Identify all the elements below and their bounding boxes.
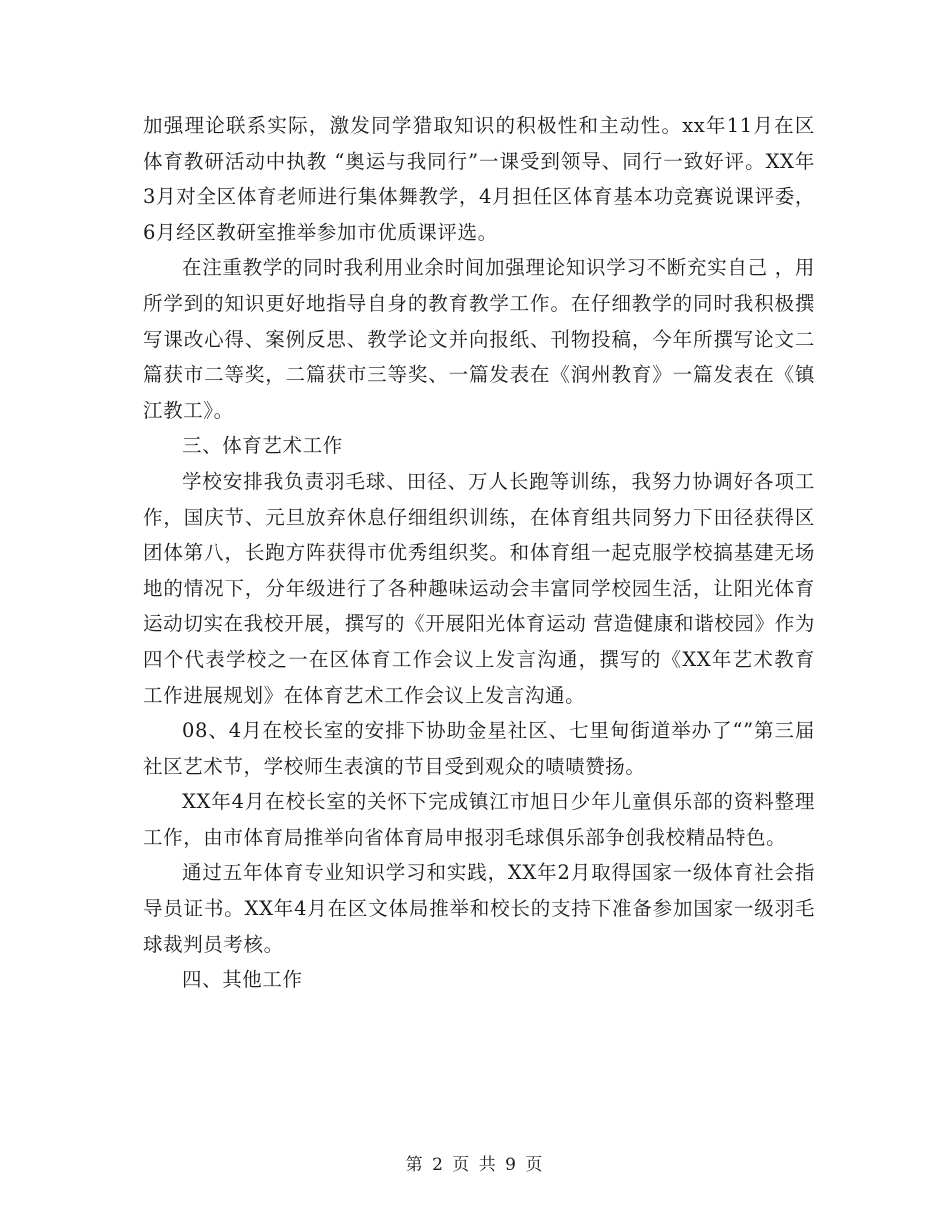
section-heading-sports-arts: 三、体育艺术工作 — [182, 434, 343, 458]
document-body — [143, 108, 815, 998]
paragraph-badminton-club: XX年4月在校长室的关怀下完成镇江市旭日少年儿童俱乐部的资料整理工作，由市体育局推举向省体育局申报羽毛球俱乐部争创我校精品特色。 — [143, 790, 815, 849]
paragraph-training-work: 学校安排我负责羽毛球、田径、万人长跑等训练，我努力协调好各项工作，国庆节、元旦放弃休息仔细组织训练，在体育组共同努力下田径获得区团体第八，长跑方阵获得市优秀组织奖。和体育组一起克服学校搞基建无场地的情况下，分年级进行了各种趣味运动会丰富同学校园生活，让阳光体育运动切实在我校开展，撰写的《开展阳光体育运动 营造健康和谐校园》作为四个代表学校之一在区体育工作会议上发言沟通，撰写的《XX年艺术教育工作进展规划》在体育艺术工作会议上发言沟通。 — [143, 469, 815, 707]
page-number-footer: 第 2 页 共 9 页 — [405, 1155, 545, 1175]
paragraph-theory-study: 在注重教学的同时我利用业余时间加强理论知识学习不断充实自己 ，用所学到的知识更好地指导自身的教育教学工作。在仔细教学的同时我积极撰写课改心得、案例反思、教学论文并向报纸、刊物投稿，今年所撰写论文二篇获市二等奖，二篇获市三等奖、一篇发表在《润州教育》一篇发表在《镇江教工》。 — [143, 256, 815, 422]
paragraph-teaching-activities: 加强理论联系实际，激发同学猎取知识的积极性和主动性。xx年11月在区体育教研活动中执教 “奥运与我同行”一课受到领导、同行一致好评。XX年3月对全区体育老师进行集体舞教学，4月担任区体育基本功竞赛说课评委，6月经区教研室推举参加市优质课评选。 — [143, 114, 815, 244]
paragraph-community-art-festival: 08、4月在校长室的安排下协助金星社区、七里甸街道举办了“”第三届社区艺术节，学校师生表演的节目受到观众的啧啧赞扬。 — [143, 719, 815, 778]
paragraph-certificates: 通过五年体育专业知识学习和实践，XX年2月取得国家一级体育社会指导员证书。XX年4月在区文体局推举和校长的支持下准备参加国家一级羽毛球裁判员考核。 — [143, 861, 815, 956]
section-heading-other-work: 四、其他工作 — [182, 968, 303, 992]
